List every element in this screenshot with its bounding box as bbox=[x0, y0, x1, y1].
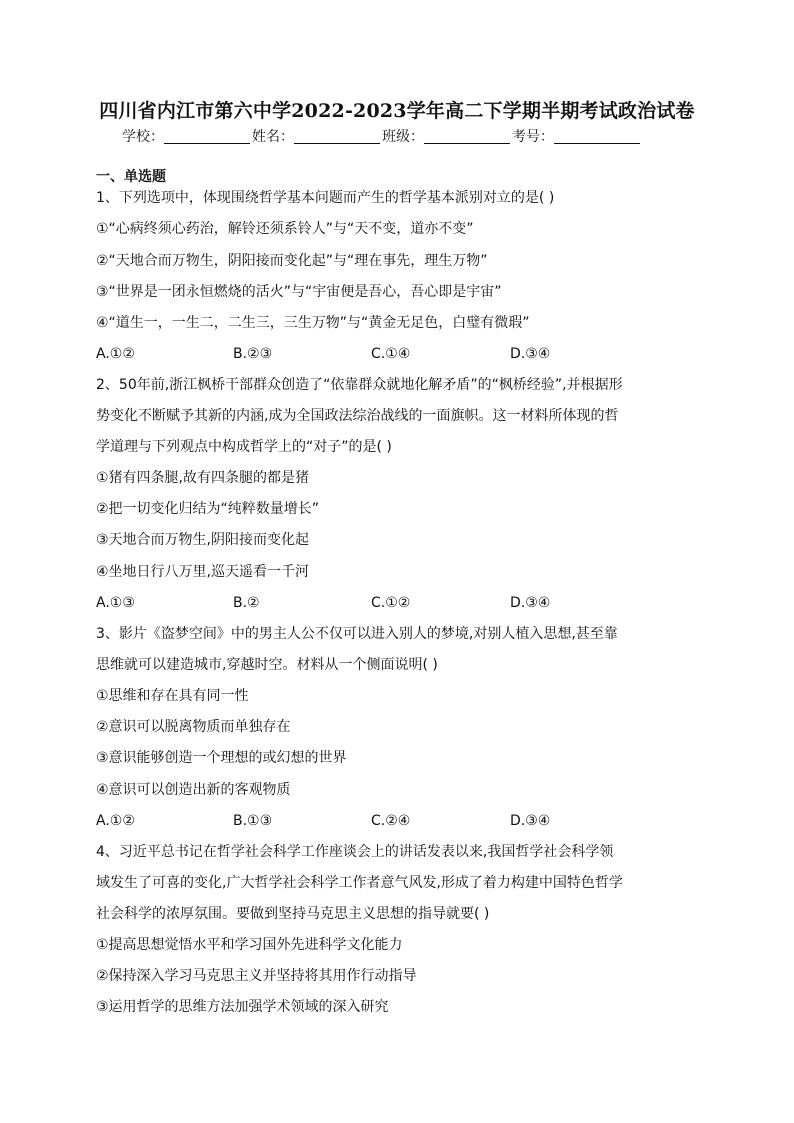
student-info-row bbox=[122, 126, 642, 146]
name-field bbox=[252, 126, 382, 146]
school-field bbox=[122, 126, 252, 146]
statement-item: ③“世界是一团永恒燃烧的活火”与“宇宙便是吾心，吾心即是宇宙” bbox=[96, 284, 502, 300]
id-field bbox=[512, 126, 642, 146]
statement-item: ①“心病终须心药治，解铃还须系铃人”与“天不变，道亦不变” bbox=[96, 221, 474, 237]
statement-item: ③运用哲学的思维方法加强学术领域的深入研究 bbox=[96, 999, 389, 1015]
option-d: D.③④ bbox=[510, 813, 551, 829]
question-stem: 2、50年前,浙江枫桥干部群众创造了“依靠群众就地化解矛盾”的“枫桥经验”,并根据形 bbox=[96, 377, 623, 393]
question-stem: 域发生了可喜的变化,广大哲学社会科学工作者意气风发,形成了着力构建中国特色哲学 bbox=[96, 875, 623, 891]
option-a: A.①② bbox=[96, 346, 135, 362]
name-blank bbox=[294, 128, 380, 144]
section-title: 一、单选题 bbox=[96, 169, 166, 185]
option-b: B.②③ bbox=[233, 346, 273, 362]
question-stem: 1、下列选项中，体现围绕哲学基本问题而产生的哲学基本派别对立的是( ) bbox=[96, 190, 555, 206]
question-stem: 社会科学的浓厚氛围。要做到坚持马克思主义思想的指导就要( ) bbox=[96, 906, 490, 922]
statement-item: ②“天地合而万物生，阴阳接而变化起”与“理在事先，理生万物” bbox=[96, 253, 488, 269]
name-label: 姓名： bbox=[252, 129, 294, 145]
statement-item: ②意识可以脱离物质而单独存在 bbox=[96, 719, 291, 735]
option-d: D.③④ bbox=[510, 595, 551, 611]
option-d: D.③④ bbox=[510, 346, 551, 362]
class-label: 班级： bbox=[382, 129, 424, 145]
statement-item: ②把一切变化归结为“纯粹数量增长” bbox=[96, 501, 320, 517]
id-blank bbox=[554, 128, 640, 144]
school-blank bbox=[164, 128, 250, 144]
option-a: A.①③ bbox=[96, 595, 135, 611]
statement-item: ①思维和存在具有同一性 bbox=[96, 688, 249, 704]
option-c: C.②④ bbox=[371, 813, 411, 829]
id-label: 考号： bbox=[512, 129, 554, 145]
class-blank bbox=[424, 128, 510, 144]
question-stem: 4、习近平总书记在哲学社会科学工作座谈会上的讲话发表以来,我国哲学社会科学领 bbox=[96, 844, 614, 860]
option-c: C.①④ bbox=[371, 346, 411, 362]
statement-item: ②保持深入学习马克思主义并坚持将其用作行动指导 bbox=[96, 968, 417, 984]
page-title: 四川省内江市第六中学2022-2023学年高二下学期半期考试政治试卷 bbox=[99, 100, 695, 122]
question-stem: 学道理与下列观点中构成哲学上的“对子”的是( ) bbox=[96, 439, 392, 455]
question-stem: 势变化不断赋予其新的内涵,成为全国政法综治战线的一面旗帜。这一材料所体现的哲 bbox=[96, 408, 619, 424]
statement-item: ③意识能够创造一个理想的或幻想的世界 bbox=[96, 750, 347, 766]
option-c: C.①② bbox=[371, 595, 411, 611]
option-a: A.①② bbox=[96, 813, 135, 829]
option-b: B.①③ bbox=[233, 813, 273, 829]
question-stem: 思维就可以建造城市,穿越时空。材料从一个侧面说明( ) bbox=[96, 657, 438, 673]
statement-item: ③天地合而万物生,阴阳接而变化起 bbox=[96, 532, 310, 548]
class-field bbox=[382, 126, 512, 146]
school-label: 学校： bbox=[122, 129, 164, 145]
statement-item: ①提高思想觉悟水平和学习国外先进科学文化能力 bbox=[96, 937, 403, 953]
statement-item: ④坐地日行八万里,巡天遥看一千河 bbox=[96, 564, 310, 580]
statement-item: ①猪有四条腿,故有四条腿的都是猪 bbox=[96, 470, 310, 486]
question-stem: 3、影片《盗梦空间》中的男主人公不仅可以进入别人的梦境,对别人植入思想,甚至靠 bbox=[96, 626, 618, 642]
statement-item: ④意识可以创造出新的客观物质 bbox=[96, 782, 291, 798]
statement-item: ④“道生一，一生二，二生三，三生万物”与“黄金无足色，白璧有微瑕” bbox=[96, 315, 530, 331]
option-b: B.② bbox=[233, 595, 260, 611]
